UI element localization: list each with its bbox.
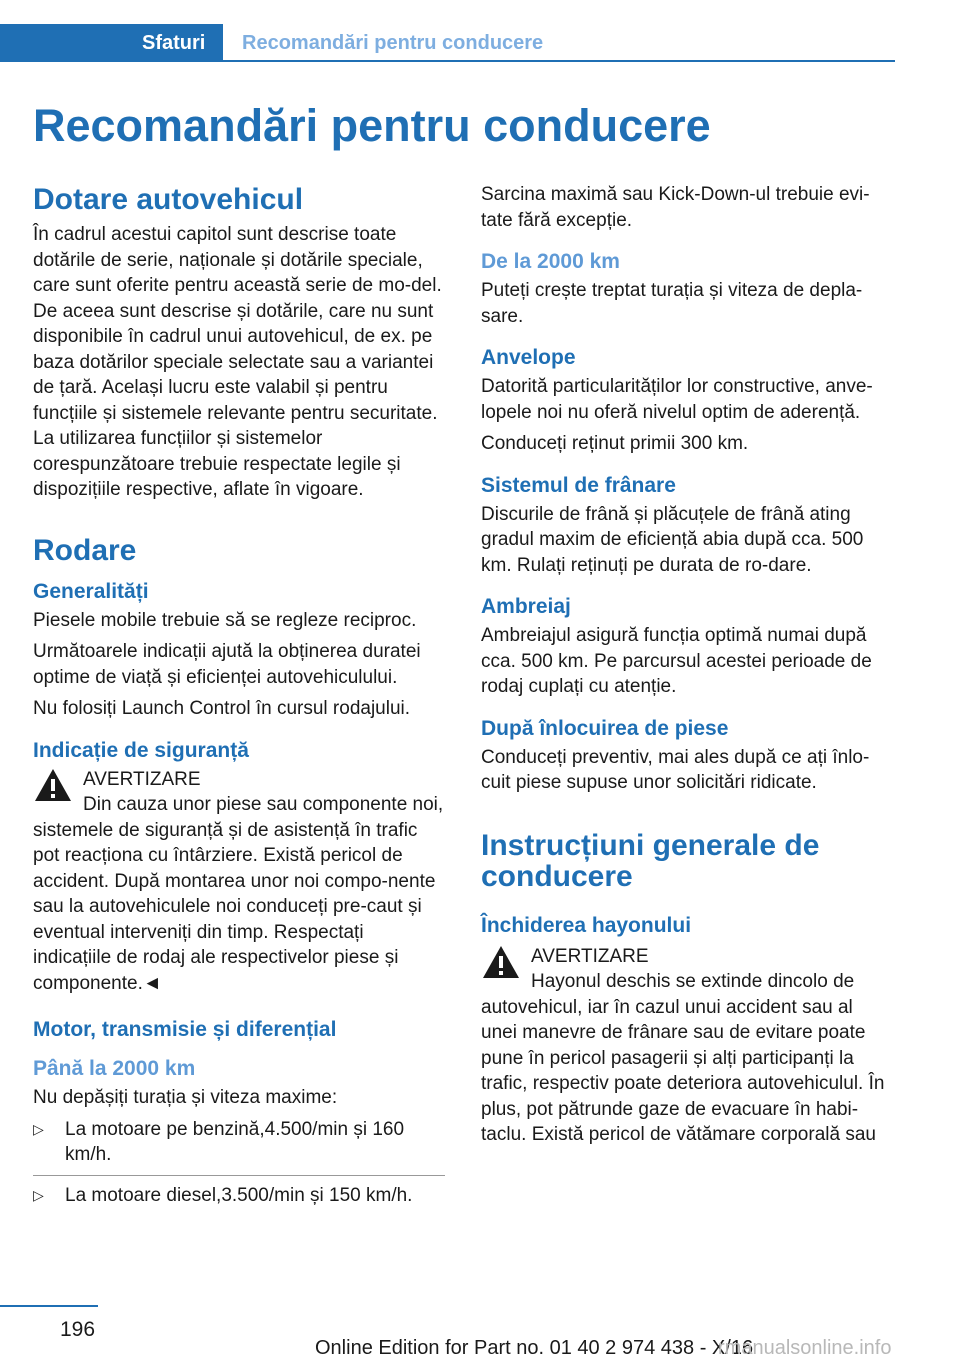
warning-block-hayon: [481, 944, 893, 1148]
heading-anvelope: Anvelope: [481, 346, 576, 369]
triangle-bullet-icon: ▷: [33, 1120, 44, 1137]
footer-divider: [0, 1305, 98, 1307]
list-item-text: La motoare pe benzină,4.500/min și 160 km/h.: [65, 1118, 405, 1165]
heading-motor: Motor, transmisie și diferențial: [33, 1018, 337, 1041]
warning-label: AVERTIZARE: [83, 768, 201, 790]
watermark: rmanualsonline.info: [718, 1337, 892, 1359]
heading-instructiuni: Instrucțiuni generale de conducere: [481, 828, 820, 893]
warning-triangle-icon: [33, 767, 73, 803]
page-title: Recomandări pentru conducere: [33, 100, 711, 151]
page-number: 196: [60, 1318, 96, 1341]
triangle-bullet-icon: ▷: [33, 1186, 44, 1203]
heading-dotare: Dotare autovehicul: [33, 183, 304, 216]
warning-label: AVERTIZARE: [531, 945, 649, 967]
warning-block-safety: [33, 767, 445, 997]
heading-pana-2000: Până la 2000 km: [33, 1057, 196, 1080]
warning-text: Din cauza unor piese sau componente noi, sistemele de siguranță și de asistență în trafic pot reacționa cu întârziere. Există pericol de accident. După montarea unor noi compo-nente sau la autovehiculele noi conduceți pre-caut și eventual interveniți din timp. Respectați indicațiile de rodaj ale respectivelor piese și componente.◄: [33, 794, 444, 994]
edition-text: Online Edition for Part no. 01 40 2 974 438 - X/16: [315, 1337, 754, 1359]
anvelope-p1: Datorită particularităților lor constructive, anve-lopele noi nu oferă nivelul optim de aderență.: [481, 376, 873, 423]
generalitati-p2: Următoarele indicații ajută la obținerea duratei optime de viață și eficienței autovehiculului.: [33, 641, 421, 688]
generalitati-p3: Nu folosiți Launch Control în cursul rodajului.: [33, 698, 411, 719]
pana-2000-text: Nu depășiți turația și viteza maxime:: [33, 1087, 338, 1108]
right-column: [481, 182, 893, 1154]
heading-rodare: Rodare: [33, 533, 137, 567]
ambreiaj-text: Ambreiajul asigură funcția optimă numai după cca. 500 km. Pe parcursul acestei perioade de rodaj cuplați cu atenție.: [481, 625, 872, 697]
list-item: [33, 1117, 445, 1168]
warning-text: Hayonul deschis se extinde dincolo de autovehicul, iar în cazul unui accident sau al unei manevre de frânare sau de evitare poate pune în pericol pasagerii și alți participanți la trafic, respectiv poate deteriora autovehiculul. În plus, pot pătrunde gaze de evacuare în habi-taclu. Există pericol de vătămare corporală sau: [481, 971, 885, 1145]
header-divider: [223, 60, 895, 62]
list-divider: [33, 1175, 445, 1176]
list-item: [33, 1183, 445, 1209]
list-item-text: La motoare diesel,3.500/min și 150 km/h.: [65, 1184, 413, 1206]
heading-de-la-2000: De la 2000 km: [481, 250, 620, 273]
heading-hayon: Închiderea hayonului: [481, 913, 692, 937]
heading-siguranta: Indicație de siguranță: [33, 738, 249, 762]
dotare-paragraph: În cadrul acestui capitol sunt descrise toate dotările de serie, naționale și dotările speciale, care sunt oferite pentru această serie de mo-del. De aceea sunt descrise și dotările, care nu sunt disponibile în cadrul unui autovehicul, de ex. pe baza dotărilor speciale selectate sau a variantei de țară. Același lucru este valabil și pentru funcțiile și sistemele relevante pentru securitate. La utilizarea funcțiilor și sistemelor corespunzătoare trebuie respectate legile și dispozițiile respective, aflate în vigoare.: [33, 224, 442, 500]
header-section-title: Recomandări pentru conducere: [242, 32, 544, 54]
left-column: [33, 182, 445, 1208]
heading-franare: Sistemul de frânare: [481, 473, 676, 497]
anvelope-p2: Conduceți reținut primii 300 km.: [481, 433, 749, 454]
header-tab-label: Sfaturi: [142, 32, 206, 54]
dupa-inlocuire-text: Conduceți preventiv, mai ales după ce ați înlo-cuit piese supuse unor solicitări ridicate.: [481, 746, 870, 793]
franare-text: Discurile de frână și plăcuțele de frână ating gradul maxim de eficiență abia după cca. 500 km. Rulați reținuți pe durata de ro-dare.: [481, 503, 864, 576]
generalitati-p1: Piesele mobile trebuie să se regleze reciproc.: [33, 609, 417, 631]
heading-ambreiaj: Ambreiaj: [481, 595, 571, 618]
heading-generalitati: Generalități: [33, 579, 149, 603]
sarcina-paragraph: Sarcina maximă sau Kick-Down-ul trebuie evi-tate fără excepție.: [481, 184, 870, 231]
de-la-2000-text: Puteți crește treptat turația și viteza de depla-sare.: [481, 280, 863, 327]
warning-triangle-icon: [481, 944, 521, 980]
heading-dupa-inlocuire: După înlocuirea de piese: [481, 716, 729, 740]
